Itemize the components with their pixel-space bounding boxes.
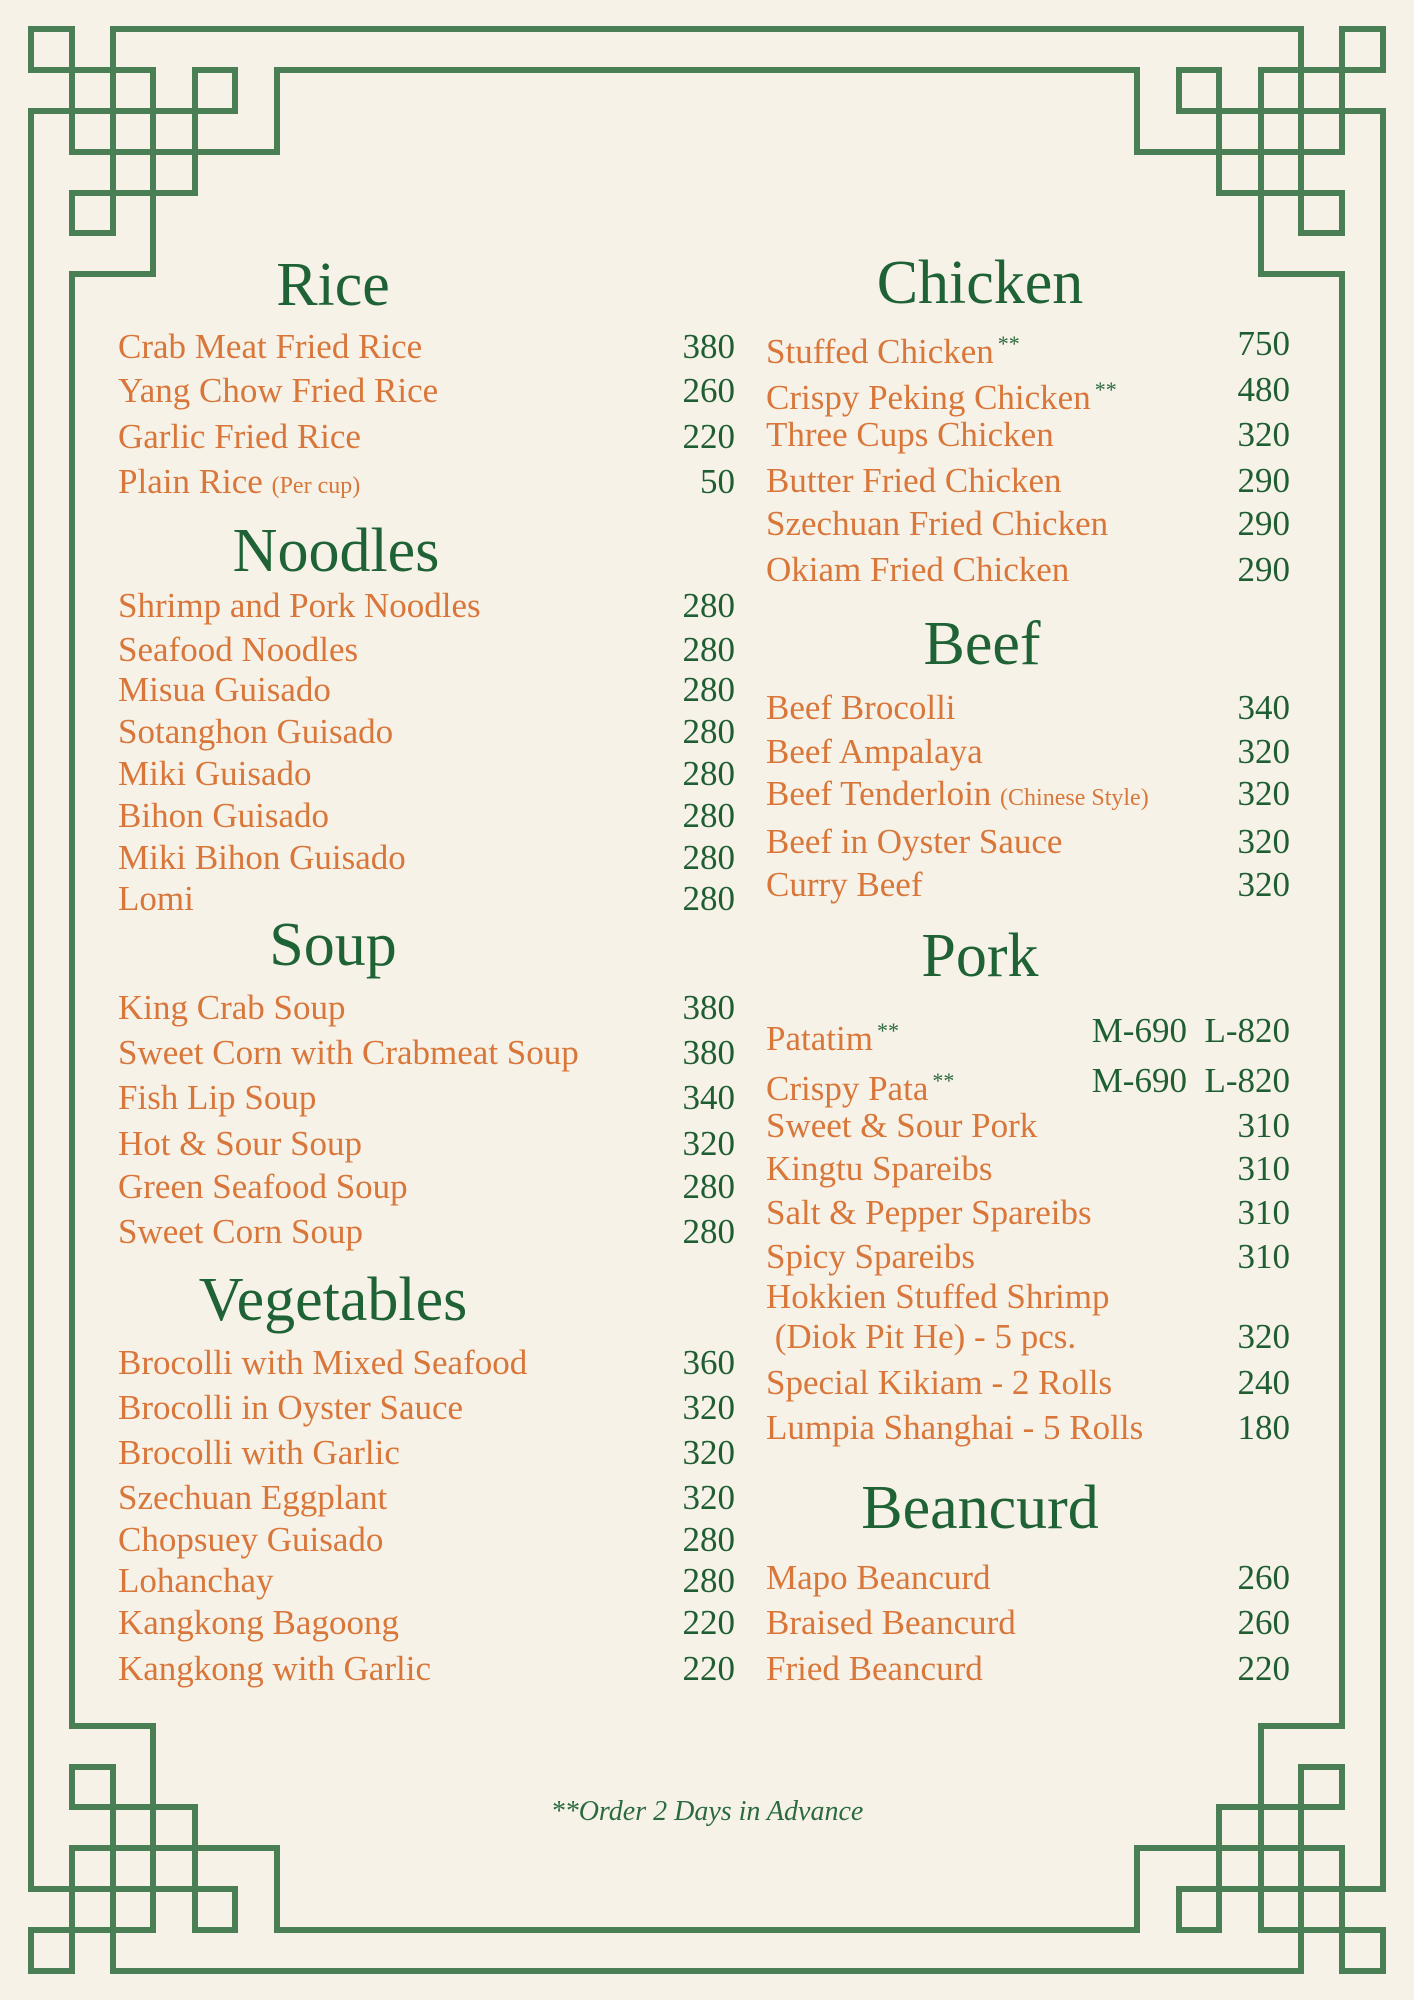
item-name: Lumpia Shanghai - 5 Rolls <box>766 1408 1144 1447</box>
advance-order-marker: ** <box>932 1068 955 1093</box>
section-heading-soup: Soup <box>269 911 397 979</box>
item-name: Plain Rice (Per cup) <box>118 462 361 501</box>
menu-item <box>118 584 735 628</box>
advance-order-marker: ** <box>876 1018 899 1043</box>
menu-item <box>118 1210 735 1254</box>
menu-item <box>766 502 1290 546</box>
item-name: Miki Guisado <box>118 754 312 793</box>
menu-item <box>766 1009 1290 1058</box>
item-price: 180 <box>1237 1408 1290 1447</box>
item-price: 380 <box>682 988 735 1027</box>
item-name: Patatim ** <box>766 1018 899 1058</box>
item-price: 320 <box>1237 732 1290 771</box>
item-name: Curry Beef <box>766 865 923 904</box>
item-price: 280 <box>682 586 735 625</box>
item-price: 280 <box>682 879 735 918</box>
menu-item <box>766 1275 1290 1319</box>
menu-item <box>118 1341 735 1385</box>
menu-item <box>118 1601 735 1645</box>
item-price: 320 <box>1237 865 1290 904</box>
menu-item <box>766 413 1290 457</box>
item-name: Chopsuey Guisado <box>118 1520 384 1559</box>
advance-order-marker: ** <box>997 331 1020 356</box>
advance-order-marker: ** <box>1094 377 1117 402</box>
section-heading-rice: Rice <box>276 251 390 319</box>
item-price: 260 <box>1237 1603 1290 1642</box>
item-name: Sweet & Sour Pork <box>766 1106 1038 1145</box>
item-name: Shrimp and Pork Noodles <box>118 586 481 625</box>
menu-item <box>766 686 1290 730</box>
item-name: Mapo Beancurd <box>766 1558 991 1597</box>
menu-item <box>766 1191 1290 1235</box>
item-price: 310 <box>1237 1106 1290 1145</box>
item-name: Szechuan Eggplant <box>118 1478 388 1517</box>
item-price: 310 <box>1237 1193 1290 1232</box>
item-name: Hot & Sour Soup <box>118 1124 363 1163</box>
item-price: 280 <box>682 754 735 793</box>
item-name: Beef in Oyster Sauce <box>766 822 1063 861</box>
menu-item <box>118 1165 735 1209</box>
item-price: 380 <box>682 1033 735 1072</box>
menu-item <box>118 628 735 672</box>
item-note: (Per cup) <box>271 473 361 499</box>
menu-item <box>766 1361 1290 1405</box>
menu-item <box>118 877 735 921</box>
item-name: Kingtu Spareibs <box>766 1149 993 1188</box>
menu-item <box>766 730 1290 774</box>
item-price: 280 <box>682 796 735 835</box>
menu-item <box>118 668 735 712</box>
item-name: Brocolli with Mixed Seafood <box>118 1343 528 1382</box>
item-name: Brocolli in Oyster Sauce <box>118 1388 464 1427</box>
item-name: Hokkien Stuffed Shrimp <box>766 1277 1110 1316</box>
menu-item <box>766 772 1290 816</box>
item-price: 320 <box>682 1433 735 1472</box>
item-price: 220 <box>1237 1649 1290 1688</box>
menu-item <box>766 1059 1290 1108</box>
item-name: Sweet Corn Soup <box>118 1212 363 1251</box>
menu-item <box>118 836 735 880</box>
menu-item <box>118 986 735 1030</box>
item-price: 280 <box>682 1167 735 1206</box>
menu-right-column <box>766 0 1290 2000</box>
item-name: Seafood Noodles <box>118 630 359 669</box>
menu-item <box>118 1122 735 1166</box>
item-price: 280 <box>682 1561 735 1600</box>
menu-item <box>118 1386 735 1430</box>
item-name: Green Seafood Soup <box>118 1167 408 1206</box>
item-name: Crab Meat Fried Rice <box>118 327 423 366</box>
item-price: 320 <box>682 1124 735 1163</box>
item-price: 340 <box>682 1078 735 1117</box>
item-price: 280 <box>682 1212 735 1251</box>
item-price: 380 <box>682 327 735 366</box>
item-price: 220 <box>682 1603 735 1642</box>
item-price: 320 <box>1237 415 1290 454</box>
item-name: Garlic Fried Rice <box>118 417 361 456</box>
item-name: Okiam Fried Chicken <box>766 550 1070 589</box>
item-name: Beef Tenderloin (Chinese Style) <box>766 774 1149 813</box>
item-price: 50 <box>700 462 735 501</box>
item-price: 340 <box>1237 688 1290 727</box>
item-price: 240 <box>1237 1363 1290 1402</box>
item-name: Lomi <box>118 879 194 918</box>
menu-item <box>118 369 735 413</box>
menu-item <box>766 1406 1290 1450</box>
menu-left-column <box>118 0 735 2000</box>
item-name: Stuffed Chicken ** <box>766 331 1020 371</box>
item-name: King Crab Soup <box>118 988 346 1027</box>
item-price: 280 <box>682 630 735 669</box>
advance-order-footnote: **Order 2 Days in Advance <box>550 1796 864 1827</box>
menu-item <box>766 368 1290 417</box>
item-price: 320 <box>682 1388 735 1427</box>
item-name: Fish Lip Soup <box>118 1078 317 1117</box>
menu-item <box>118 1647 735 1691</box>
item-price: 360 <box>682 1343 735 1382</box>
item-price: 320 <box>1237 822 1290 861</box>
item-name: Fried Beancurd <box>766 1649 983 1688</box>
item-name: Beef Brocolli <box>766 688 956 727</box>
item-name: Butter Fried Chicken <box>766 461 1062 500</box>
item-price: 320 <box>1237 774 1290 813</box>
item-price: M-690 L-820 <box>1091 1011 1290 1050</box>
menu-item <box>118 460 735 504</box>
menu-item <box>118 794 735 838</box>
item-price: 320 <box>682 1478 735 1517</box>
item-name: Spicy Spareibs <box>766 1237 976 1276</box>
item-price: M-690 L-820 <box>1091 1061 1290 1100</box>
item-name: Salt & Pepper Spareibs <box>766 1193 1092 1232</box>
menu-item <box>766 863 1290 907</box>
menu-item <box>766 1647 1290 1691</box>
item-name: Sotanghon Guisado <box>118 712 394 751</box>
item-name: Szechuan Fried Chicken <box>766 504 1109 543</box>
section-heading-beef: Beef <box>923 610 1041 678</box>
item-price: 260 <box>1237 1558 1290 1597</box>
item-name: Sweet Corn with Crabmeat Soup <box>118 1033 579 1072</box>
section-heading-beancurd: Beancurd <box>861 1474 1099 1542</box>
item-price: 480 <box>1237 370 1290 409</box>
menu-item <box>118 415 735 459</box>
item-name: Crispy Pata ** <box>766 1068 955 1108</box>
item-price: 280 <box>682 838 735 877</box>
menu-item <box>766 1235 1290 1279</box>
item-name: Lohanchay <box>118 1561 274 1600</box>
item-name: (Diok Pit He) - 5 pcs. <box>766 1317 1077 1356</box>
item-name: Bihon Guisado <box>118 796 329 835</box>
item-price: 320 <box>1237 1317 1290 1356</box>
menu-item <box>118 1031 735 1075</box>
menu-item <box>766 1556 1290 1600</box>
menu-item <box>766 820 1290 864</box>
item-name: Braised Beancurd <box>766 1603 1016 1642</box>
menu-item <box>766 1601 1290 1645</box>
menu-item <box>118 1476 735 1520</box>
menu-item <box>766 1104 1290 1148</box>
item-name: Crispy Peking Chicken ** <box>766 377 1117 417</box>
item-price: 310 <box>1237 1149 1290 1188</box>
item-name: Kangkong with Garlic <box>118 1649 431 1688</box>
menu-item <box>118 1559 735 1603</box>
item-price: 280 <box>682 670 735 709</box>
item-price: 280 <box>682 1520 735 1559</box>
item-price: 310 <box>1237 1237 1290 1276</box>
menu-item <box>118 1518 735 1562</box>
menu-item <box>118 1076 735 1120</box>
item-price: 290 <box>1237 461 1290 500</box>
menu-item <box>766 548 1290 592</box>
menu-item <box>766 1315 1290 1359</box>
item-name: Kangkong Bagoong <box>118 1603 399 1642</box>
item-name: Brocolli with Garlic <box>118 1433 400 1472</box>
section-heading-pork: Pork <box>921 922 1039 990</box>
item-name: Miki Bihon Guisado <box>118 838 406 877</box>
item-price: 220 <box>682 417 735 456</box>
item-price: 280 <box>682 712 735 751</box>
item-name: Special Kikiam - 2 Rolls <box>766 1363 1113 1402</box>
menu-item <box>766 1147 1290 1191</box>
menu-item <box>766 322 1290 371</box>
section-heading-noodles: Noodles <box>232 517 440 585</box>
menu-item <box>118 325 735 369</box>
menu-item <box>766 459 1290 503</box>
section-heading-chicken: Chicken <box>876 249 1084 317</box>
menu-item <box>118 752 735 796</box>
item-price: 260 <box>682 371 735 410</box>
menu-item <box>118 1431 735 1475</box>
item-price: 220 <box>682 1649 735 1688</box>
item-price: 290 <box>1237 550 1290 589</box>
item-name: Yang Chow Fried Rice <box>118 371 439 410</box>
item-price: 290 <box>1237 504 1290 543</box>
item-name: Misua Guisado <box>118 670 331 709</box>
section-heading-vegetables: Vegetables <box>198 1266 468 1334</box>
item-name: Three Cups Chicken <box>766 415 1054 454</box>
item-price: 750 <box>1237 324 1290 363</box>
menu-item <box>118 710 735 754</box>
item-name: Beef Ampalaya <box>766 732 983 771</box>
item-note: (Chinese Style) <box>1000 785 1149 811</box>
